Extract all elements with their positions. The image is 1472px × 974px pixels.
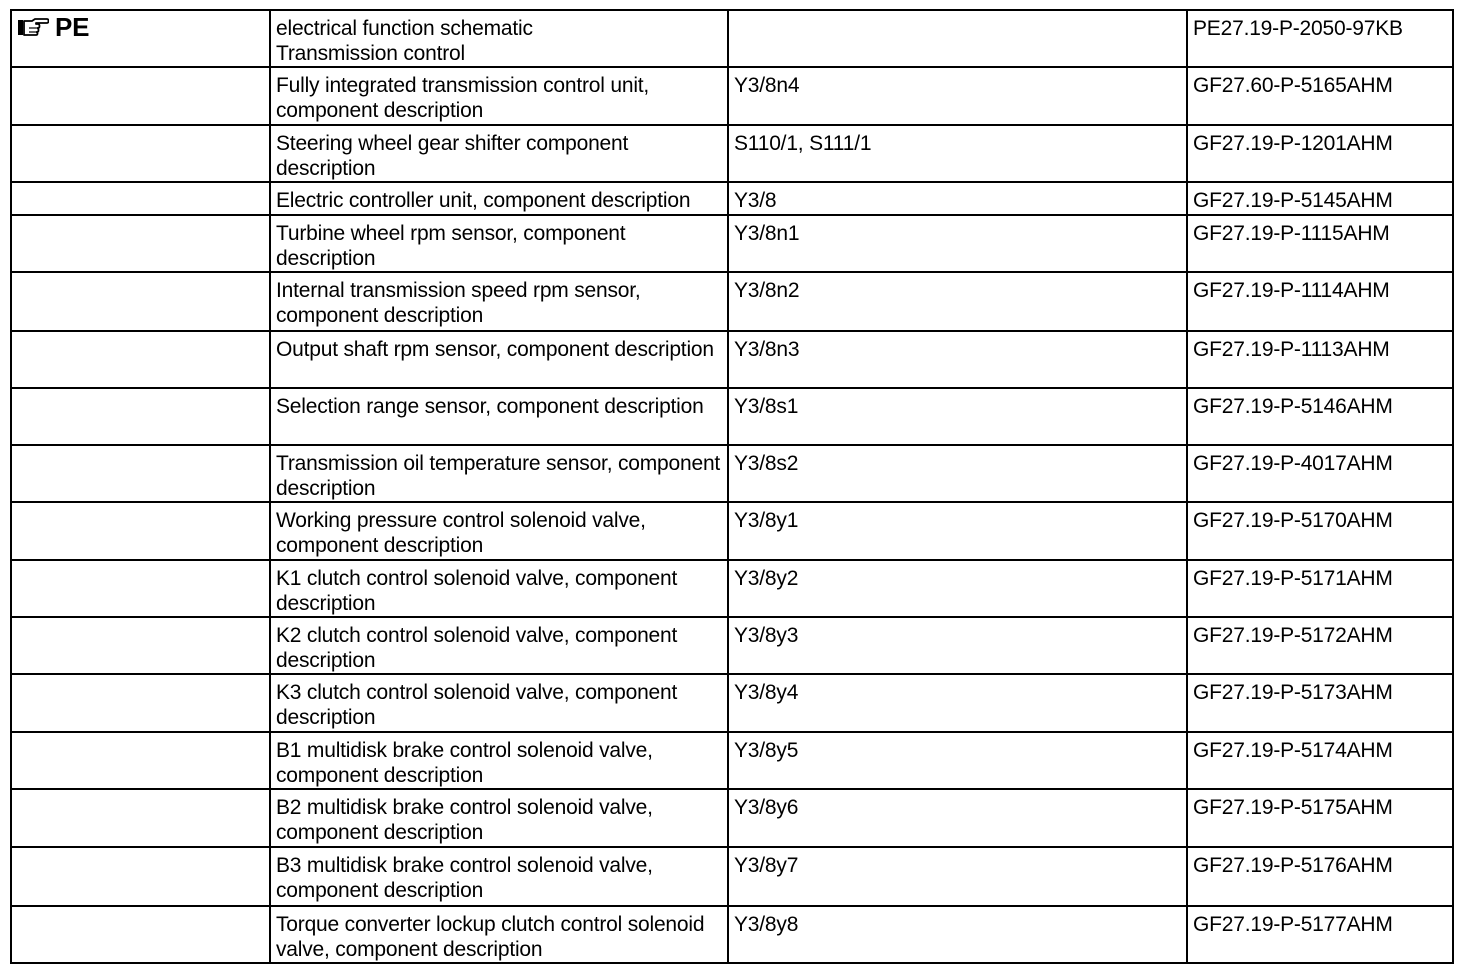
document-reference-link[interactable]: GF27.19-P-5145AHM (1187, 182, 1453, 215)
table-row (11, 445, 1453, 502)
table-row (11, 906, 1453, 963)
schematic-title: electrical function schematic (276, 17, 533, 40)
component-designation: Y3/8n3 (728, 331, 1187, 388)
document-reference-link[interactable]: GF27.19-P-1201AHM (1187, 125, 1453, 182)
component-description: K3 clutch control solenoid valve, component description (270, 674, 728, 732)
table-row (11, 388, 1453, 445)
blank-cell (11, 215, 270, 272)
blank-cell (11, 445, 270, 502)
reference-table (10, 9, 1454, 964)
component-designation: Y3/8 (728, 182, 1187, 215)
blank-cell (11, 789, 270, 847)
document-reference-link[interactable]: GF27.19-P-1114AHM (1187, 272, 1453, 331)
component-designation: S110/1, S111/1 (728, 125, 1187, 182)
component-designation: Y3/8y6 (728, 789, 1187, 847)
header-designation-cell (728, 10, 1187, 67)
component-designation: Y3/8s2 (728, 445, 1187, 502)
component-description: K1 clutch control solenoid valve, component description (270, 560, 728, 617)
component-description: Internal transmission speed rpm sensor, component description (270, 272, 728, 331)
document-reference-link[interactable]: GF27.19-P-5174AHM (1187, 732, 1453, 789)
blank-cell (11, 906, 270, 963)
document-reference-link[interactable]: GF27.19-P-1115AHM (1187, 215, 1453, 272)
component-designation: Y3/8y3 (728, 617, 1187, 674)
table-row (11, 560, 1453, 617)
marker-cell (11, 10, 270, 67)
table-row (11, 182, 1453, 215)
component-description: Output shaft rpm sensor, component description (270, 331, 728, 388)
component-description: Transmission oil temperature sensor, component description (270, 445, 728, 502)
blank-cell (11, 331, 270, 388)
component-description: Steering wheel gear shifter component description (270, 125, 728, 182)
component-description: Turbine wheel rpm sensor, component description (270, 215, 728, 272)
title-cell (270, 10, 728, 67)
document-reference-link[interactable]: GF27.60-P-5165AHM (1187, 67, 1453, 125)
component-description: Electric controller unit, component description (270, 182, 728, 215)
blank-cell (11, 125, 270, 182)
blank-cell (11, 502, 270, 560)
table-row (11, 789, 1453, 847)
document-reference-link[interactable]: GF27.19-P-1113AHM (1187, 331, 1453, 388)
document-reference-link[interactable]: GF27.19-P-5146AHM (1187, 388, 1453, 445)
component-designation: Y3/8n2 (728, 272, 1187, 331)
component-designation: Y3/8n4 (728, 67, 1187, 125)
table-row (11, 67, 1453, 125)
table-row (11, 125, 1453, 182)
document-reference-link[interactable]: GF27.19-P-5173AHM (1187, 674, 1453, 732)
component-description: Selection range sensor, component description (270, 388, 728, 445)
blank-cell (11, 847, 270, 906)
component-description: B2 multidisk brake control solenoid valve, component description (270, 789, 728, 847)
table-row (11, 215, 1453, 272)
pointing-hand-icon (17, 17, 49, 37)
table-row (11, 331, 1453, 388)
document-reference-link[interactable]: GF27.19-P-5170AHM (1187, 502, 1453, 560)
component-description: B1 multidisk brake control solenoid valve, component description (270, 732, 728, 789)
component-designation: Y3/8s1 (728, 388, 1187, 445)
document-reference-link[interactable]: GF27.19-P-5175AHM (1187, 789, 1453, 847)
component-designation: Y3/8y1 (728, 502, 1187, 560)
table-row (11, 674, 1453, 732)
document-reference-link[interactable]: GF27.19-P-5177AHM (1187, 906, 1453, 963)
blank-cell (11, 67, 270, 125)
table-row (11, 847, 1453, 906)
blank-cell (11, 272, 270, 331)
blank-cell (11, 560, 270, 617)
pe-marker (17, 14, 264, 40)
component-description: B3 multidisk brake control solenoid valve, component description (270, 847, 728, 906)
component-description: Working pressure control solenoid valve, component description (270, 502, 728, 560)
blank-cell (11, 388, 270, 445)
table-row (11, 617, 1453, 674)
component-description: K2 clutch control solenoid valve, component description (270, 617, 728, 674)
document-reference-link[interactable]: GF27.19-P-5171AHM (1187, 560, 1453, 617)
header-reference-link[interactable]: PE27.19-P-2050-97KB (1187, 10, 1453, 67)
blank-cell (11, 674, 270, 732)
component-designation: Y3/8y7 (728, 847, 1187, 906)
component-designation: Y3/8y5 (728, 732, 1187, 789)
component-designation: Y3/8y8 (728, 906, 1187, 963)
blank-cell (11, 732, 270, 789)
table-row (11, 502, 1453, 560)
document-reference-link[interactable]: GF27.19-P-5176AHM (1187, 847, 1453, 906)
table-row (11, 732, 1453, 789)
schematic-subtitle: Transmission control (276, 42, 465, 65)
blank-cell (11, 182, 270, 215)
component-designation: Y3/8n1 (728, 215, 1187, 272)
blank-cell (11, 617, 270, 674)
component-description: Torque converter lockup clutch control solenoid valve, component description (270, 906, 728, 963)
document-reference-link[interactable]: GF27.19-P-5172AHM (1187, 617, 1453, 674)
reference-table-body (11, 10, 1453, 963)
marker-label: PE (55, 12, 90, 42)
table-row (11, 272, 1453, 331)
document-reference-link[interactable]: GF27.19-P-4017AHM (1187, 445, 1453, 502)
component-designation: Y3/8y4 (728, 674, 1187, 732)
component-designation: Y3/8y2 (728, 560, 1187, 617)
header-row (11, 10, 1453, 67)
component-description: Fully integrated transmission control unit, component description (270, 67, 728, 125)
